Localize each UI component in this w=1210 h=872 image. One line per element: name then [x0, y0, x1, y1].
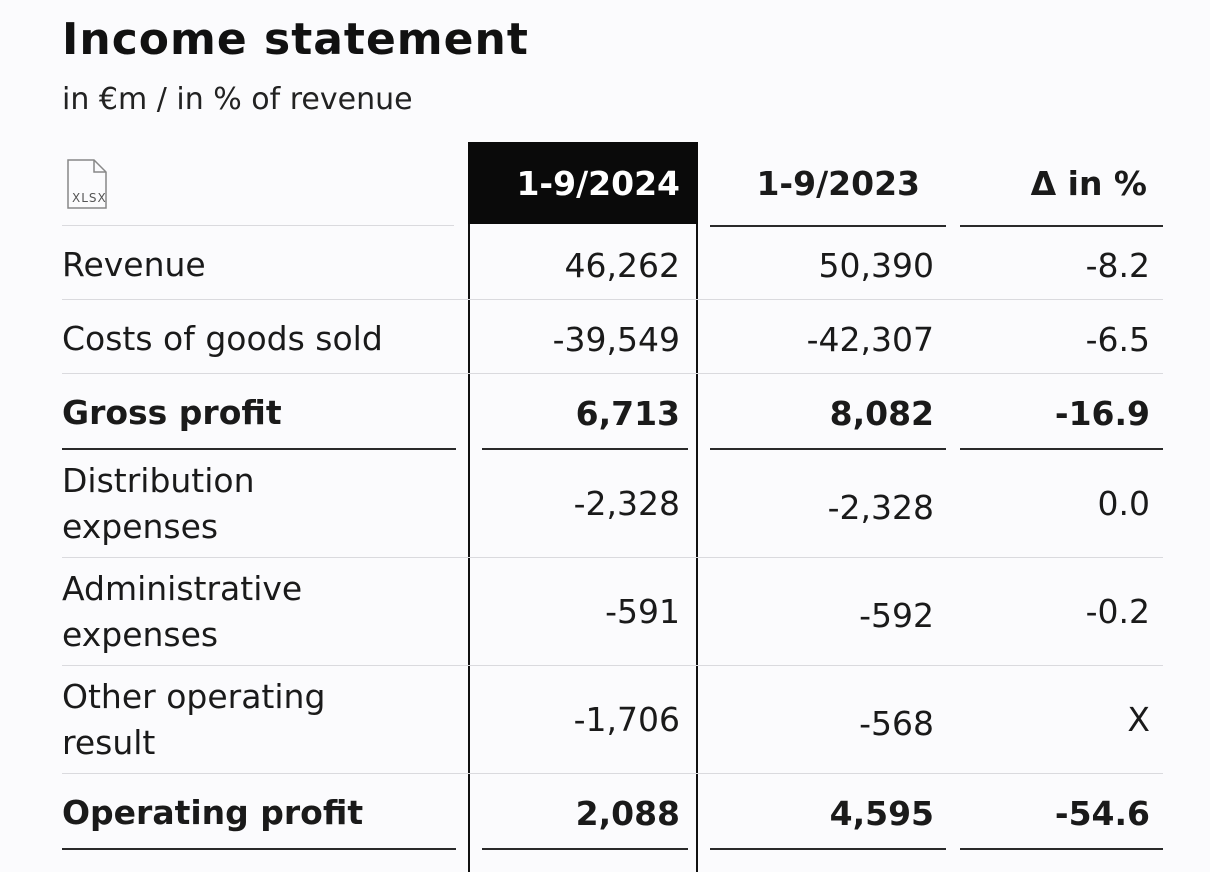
divider	[710, 225, 946, 227]
divider	[710, 448, 946, 450]
row-label-gross-profit: Gross profit	[62, 393, 282, 432]
xlsx-icon[interactable]	[64, 158, 120, 214]
cell-cogs-delta: -6.5	[1085, 319, 1150, 359]
cell-other-operating-2023: -568	[859, 703, 934, 743]
cell-revenue-delta: -8.2	[1085, 245, 1150, 285]
cell-cogs-2023: -42,307	[806, 319, 934, 359]
divider	[960, 848, 1163, 850]
page-title: Income statement	[62, 14, 529, 65]
divider	[62, 557, 1163, 558]
divider	[482, 448, 688, 450]
divider	[62, 448, 456, 450]
cell-distribution-2024: -2,328	[573, 483, 680, 523]
row-label-distribution: Distribution expenses	[62, 461, 255, 546]
cell-other-operating-delta: X	[1127, 699, 1150, 739]
cell-revenue-2023: 50,390	[818, 245, 934, 285]
divider	[62, 299, 1163, 300]
cell-cogs-2024: -39,549	[552, 319, 680, 359]
divider	[960, 448, 1163, 450]
row-label-operating-profit: Operating profit	[62, 793, 364, 832]
divider	[482, 848, 688, 850]
column-header-2024[interactable]: 1-9/2024	[468, 142, 698, 224]
divider	[62, 225, 454, 226]
row-label-other-operating: Other operating result	[62, 677, 326, 762]
row-label-cogs: Costs of goods sold	[62, 319, 383, 358]
divider	[62, 773, 1163, 774]
cell-administrative-delta: -0.2	[1085, 591, 1150, 631]
cell-gross-profit-2023: 8,082	[829, 393, 934, 433]
row-label-revenue: Revenue	[62, 245, 206, 284]
cell-operating-profit-delta: -54.6	[1054, 793, 1150, 833]
cell-administrative-2024: -591	[605, 591, 680, 631]
divider	[62, 848, 456, 850]
divider	[960, 225, 1163, 227]
cell-operating-profit-2023: 4,595	[829, 793, 934, 833]
divider	[710, 848, 946, 850]
cell-other-operating-2024: -1,706	[573, 699, 680, 739]
row-label-administrative: Administrative expenses	[62, 569, 303, 654]
column-header-delta[interactable]: Δ in %	[1030, 163, 1147, 203]
divider	[62, 665, 1163, 666]
cell-distribution-2023: -2,328	[827, 487, 934, 527]
cell-distribution-delta: 0.0	[1097, 483, 1150, 523]
cell-gross-profit-delta: -16.9	[1054, 393, 1150, 433]
page-subtitle: in €m / in % of revenue	[62, 82, 413, 117]
divider	[62, 373, 1163, 374]
cell-operating-profit-2024: 2,088	[575, 793, 680, 833]
xlsx-icon-label: XLSX	[72, 191, 107, 205]
column-header-2023[interactable]: 1-9/2023	[756, 163, 920, 203]
cell-administrative-2023: -592	[859, 595, 934, 635]
cell-revenue-2024: 46,262	[564, 245, 680, 285]
cell-gross-profit-2024: 6,713	[575, 393, 680, 433]
